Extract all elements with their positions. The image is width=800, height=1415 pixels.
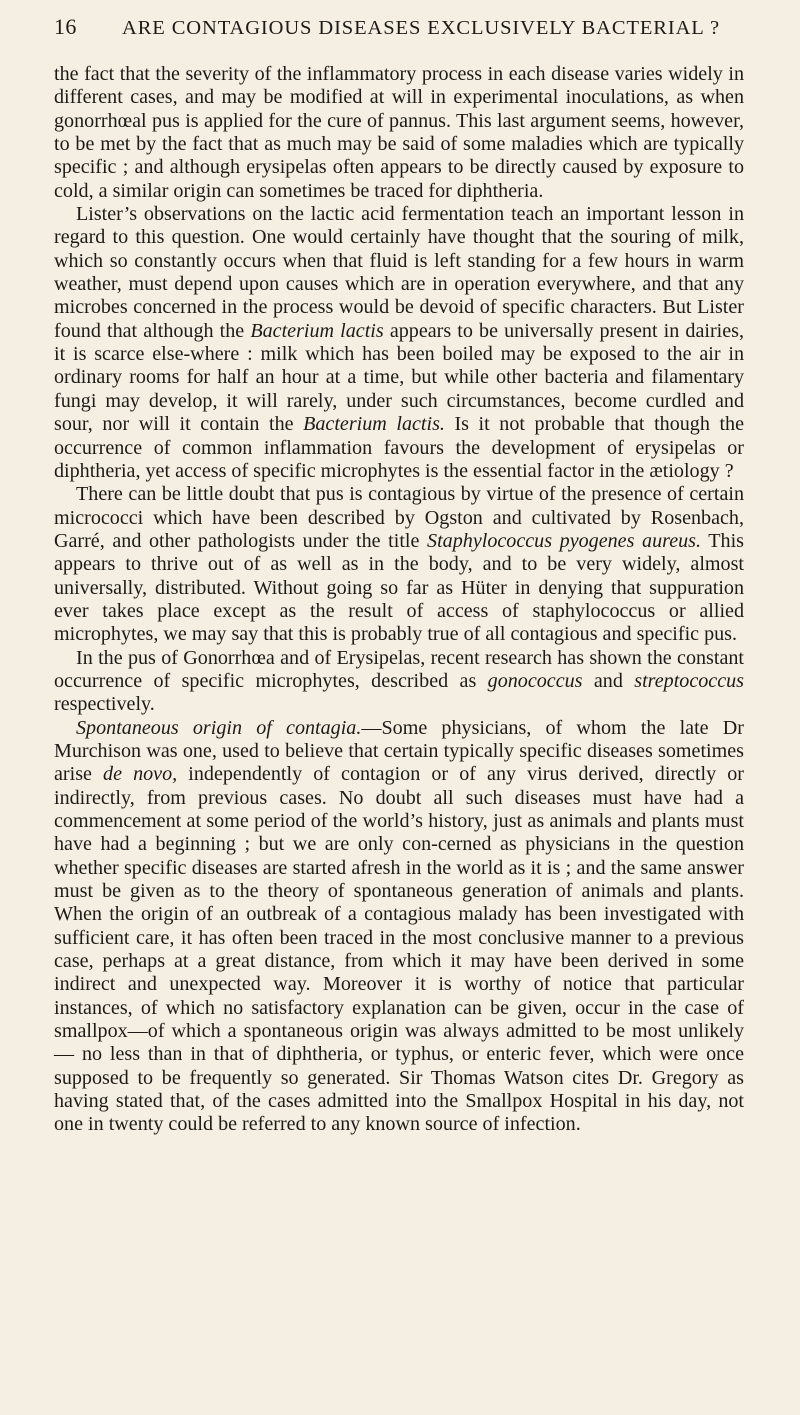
- paragraph-3-part-b: This appears to thrive out of as well as in the body, and to be very widely, almost universally, distributed. Without going so far as Hüter in denying that suppuration ever takes place except as the result of access of staphylococcus or allied microphytes, we may say that this is probably true of all contagious and specific pus.: [54, 529, 744, 646]
- italic-de-novo: de novo,: [103, 763, 178, 786]
- paragraph-4-part-b: and: [582, 669, 635, 692]
- paragraph-3-part-a: There can be little doubt that pus is contagious by virtue of the presence of certain micrococci which have been described by Ogston and cultivated by Rosenbach, Garré, and other pathologists under the title: [54, 483, 744, 552]
- paragraph-spontaneous-origin: [54, 717, 744, 1137]
- running-title: ARE CONTAGIOUS DISEASES EXCLUSIVELY BACTERIAL ?: [122, 17, 720, 39]
- paragraph-gonorrhoea: [54, 647, 744, 717]
- paragraph-4-part-c: respectively.: [54, 693, 155, 716]
- page-number: 16: [54, 14, 77, 39]
- italic-bacterium-lactis: Bacterium lactis: [250, 319, 384, 342]
- paragraph-lister: [54, 203, 744, 483]
- paragraph-2-part-c: Is it not probable that though the occurrence of common inflammation favours the development of erysipelas or diphtheria, yet access of specific microphytes is the essential factor in the ætiology ?: [54, 413, 744, 482]
- paragraph-2-part-a: Lister’s observations on the lactic acid fermentation teach an important lesson in regard to this question. One would certainly have thought that the souring of milk, which so constantly occurs when that fluid is left standing for a few hours in warm weather, must depend upon causes which are in operation everywhere, and that any microbes concerned in the process would be devoid of specific characters. But Lister found that although the: [54, 203, 744, 342]
- italic-gonococcus: gonococcus: [487, 669, 583, 692]
- running-head: [54, 14, 744, 54]
- section-heading-spontaneous-origin: Spontaneous origin of contagia.: [76, 716, 362, 739]
- paragraph-continued: [54, 63, 744, 203]
- paragraph-1-text: the fact that the severity of the inflammatory process in each disease varies widely in different cases, and may be modified at will in experimental inoculations, as when gonorrhœal pus is applied for the cure of pannus. This last argument seems, however, to be met by the fact that as much may be said of some maladies which are typically specific ; and although erysipelas often appears to be directly caused by exposure to cold, a similar origin can sometimes be traced for diphtheria.: [54, 63, 744, 202]
- paragraph-5-part-b: independently of contagion or of any virus derived, directly or indirectly, from previous cases. No doubt all such diseases must have had a commencement at some period of the world’s history, just as animals and plants must have had a beginning ; but we are only con-cerned as physicians in the question whether specific diseases are started afresh in the world as it is ; and the same answer must be given as to the theory of spontaneous generation of animals and plants. When the origin of an outbreak of a contagious malady has been investigated with sufficient care, it has often been traced in the most conclusive manner to a previous case, perhaps at a great distance, from which it may have been derived in some indirect and unexpected way. Moreover it is worthy of notice that particular instances, of which no satisfactory explanation can be given, occur in the case of smallpox—of which a spontaneous origin was always admitted to be most unlikely — no less than in that of diphtheria, or typhus, or enteric fever, which were once supposed to be frequently so generated. Sir Thomas Watson cites Dr. Gregory as having stated that, of the cases admitted into the Smallpox Hospital in his day, not one in twenty could be referred to any known source of infection.: [54, 763, 744, 1136]
- paragraph-2-part-b: appears to be universally present in dairies, it is scarce else-where : milk which has been boiled may be exposed to the air in ordinary rooms for half an hour at a time, but while other bacteria and filamentary fungi may develop, it will rarely, under such circumstances, become curdled and sour, nor will it contain the: [54, 319, 744, 436]
- italic-streptococcus: streptococcus: [634, 669, 745, 692]
- italic-staphylococcus: Staphylococcus pyogenes aureus.: [427, 529, 702, 552]
- body-text: [54, 63, 744, 1137]
- paragraph-4-part-a: In the pus of Gonorrhœa and of Erysipelas, recent research has shown the constant occurrence of specific microphytes, described as: [54, 646, 744, 692]
- italic-bacterium-lactis-2: Bacterium lactis.: [303, 413, 445, 436]
- paragraph-pus: [54, 483, 744, 646]
- paragraph-5-part-a: —Some physicians, of whom the late Dr Murchison was one, used to believe that certain typically specific diseases sometimes arise: [54, 716, 744, 786]
